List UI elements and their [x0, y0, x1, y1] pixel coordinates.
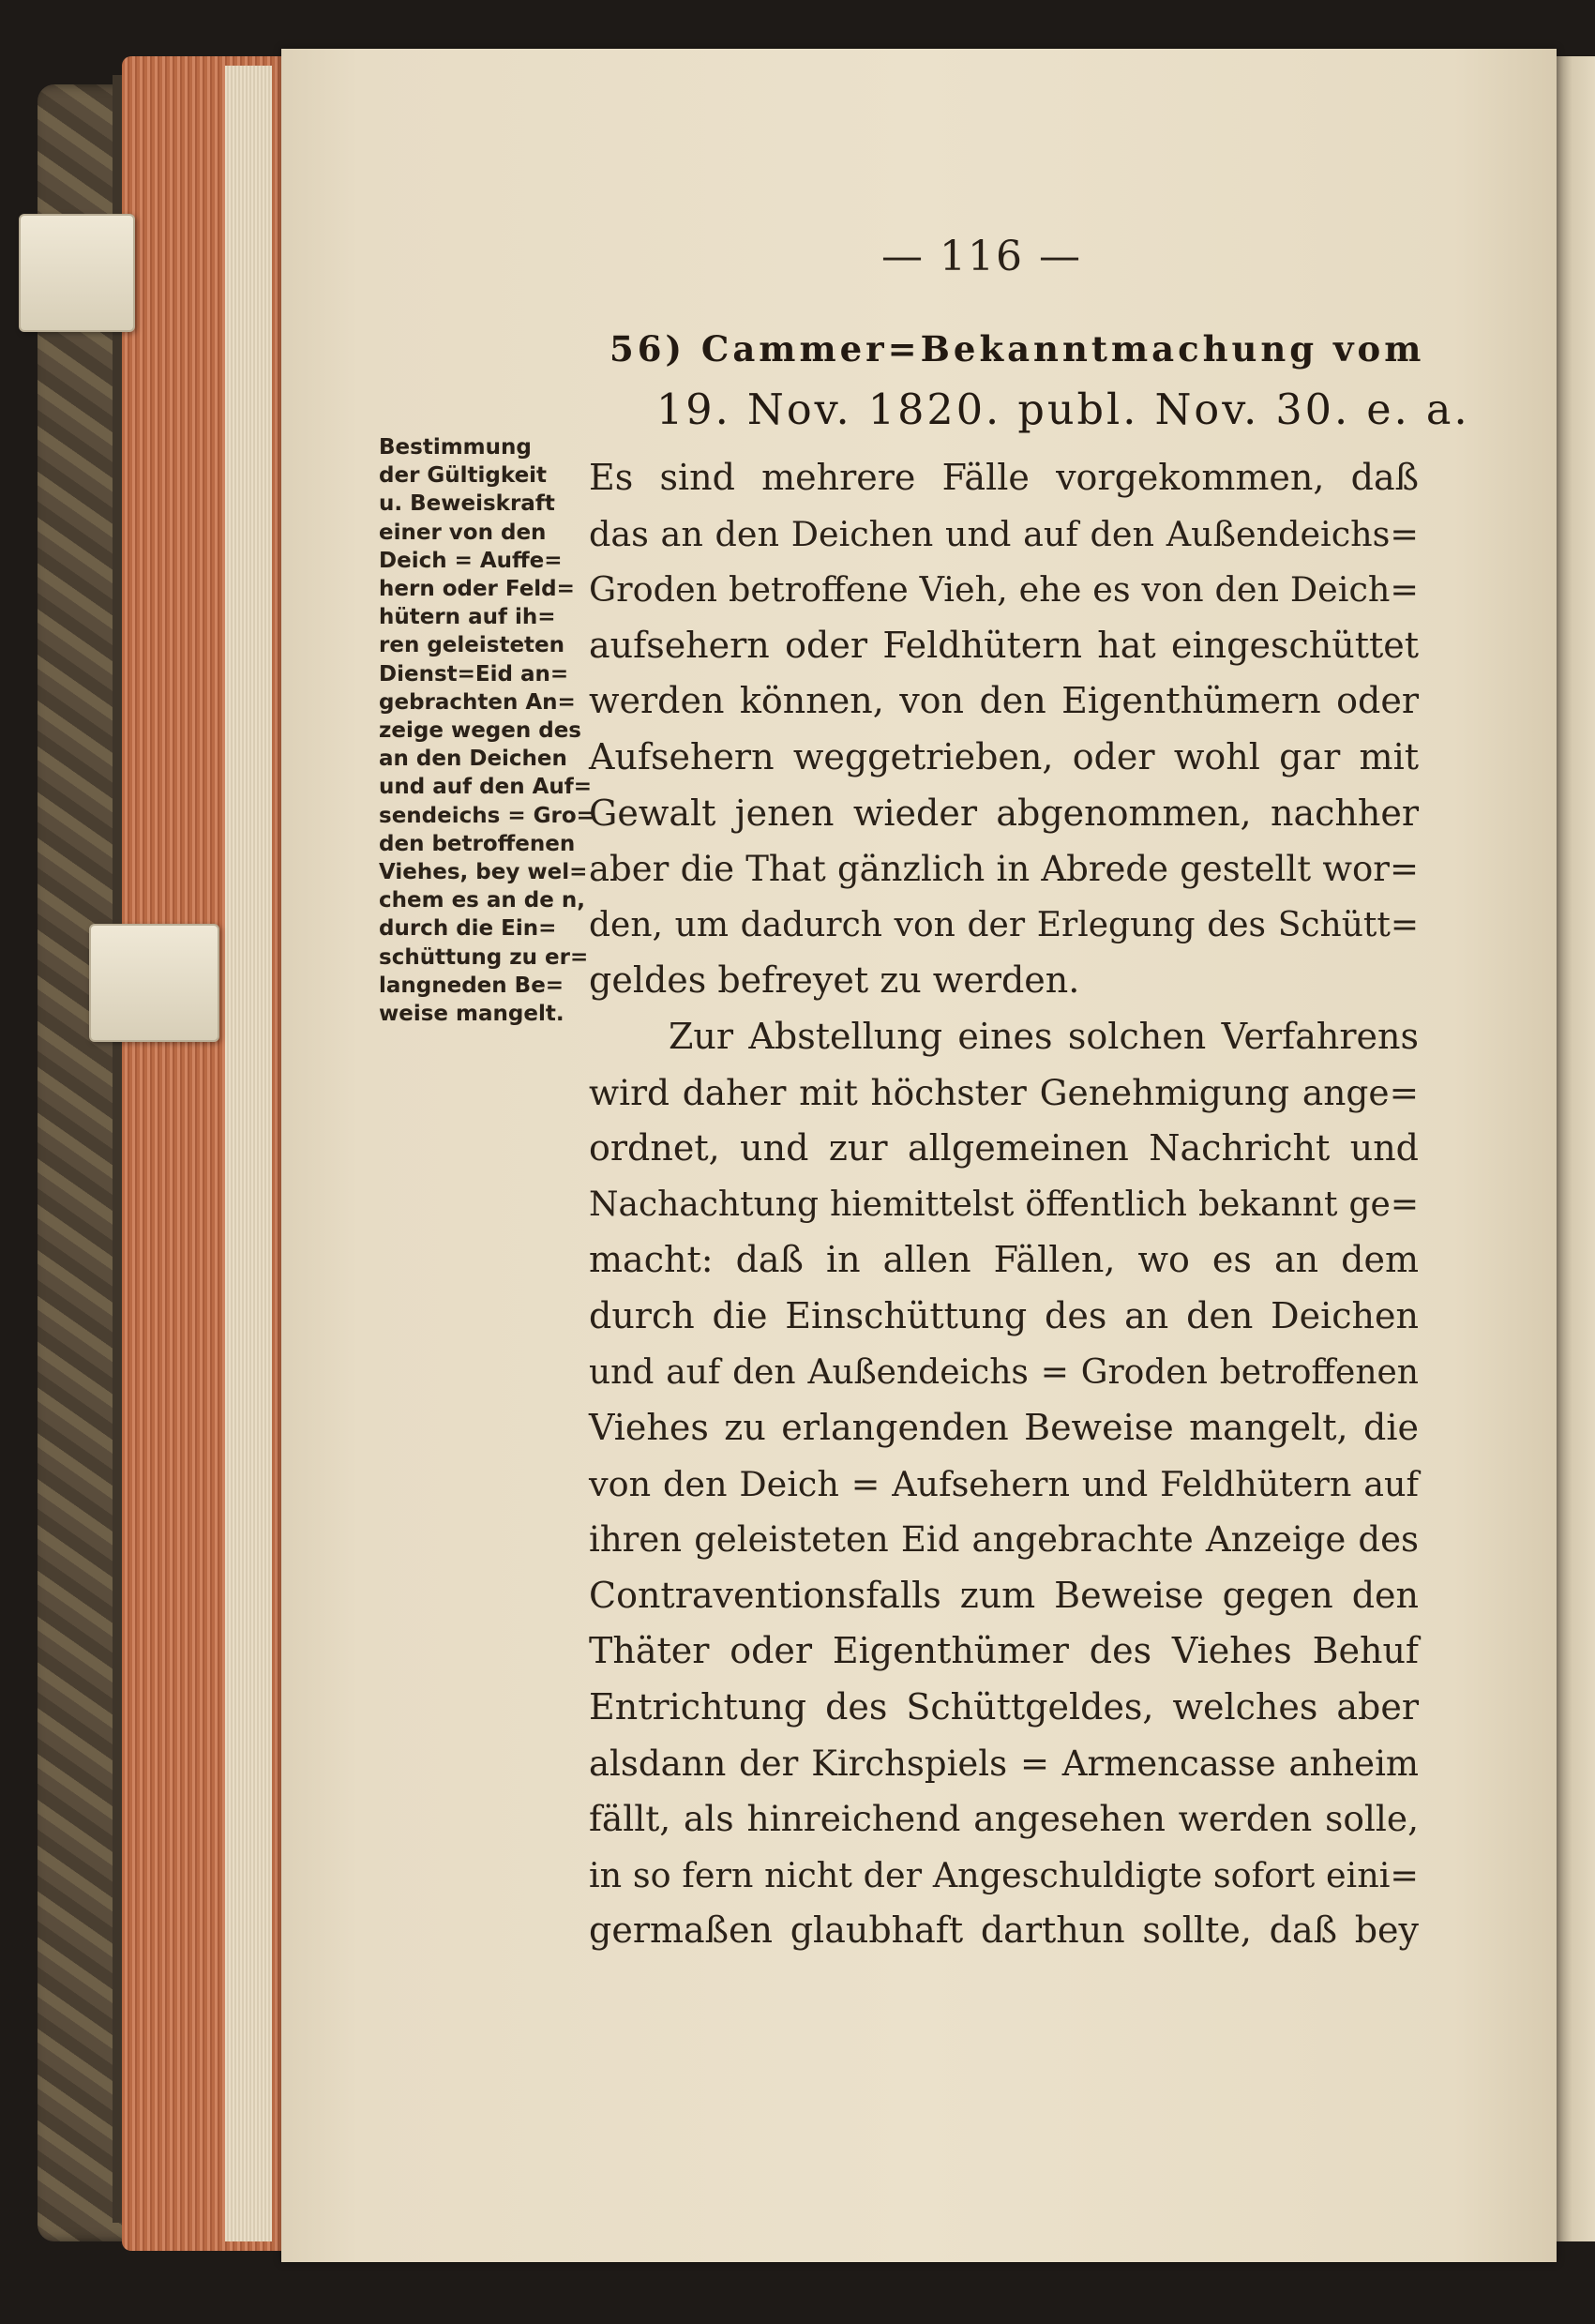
paper-tab: [19, 214, 135, 332]
margin-note-line: langneden Be=: [379, 973, 564, 998]
body-line: Zur Abstellung eines solchen Verfahrens: [669, 1015, 1419, 1057]
body-line: wird daher mit höchster Genehmigung ange=: [589, 1071, 1419, 1113]
body-line: Gewalt jenen wieder abgenommen, nachher: [589, 792, 1419, 834]
margin-note-line: sendeichs = Gro=: [379, 803, 594, 828]
margin-note: [379, 433, 599, 1028]
margin-note-line: Dienst=Eid an=: [379, 661, 569, 687]
margin-note-line: einer von den: [379, 520, 547, 545]
section-title: 56) Cammer=Bekanntmachung vom: [609, 328, 1425, 370]
body-line: Viehes zu erlangenden Beweise mangelt, die: [589, 1407, 1419, 1449]
body-line: Aufsehern weggetrieben, oder wohl gar mit: [589, 735, 1419, 777]
body-line: geldes befreyet zu werden.: [589, 959, 1080, 1002]
margin-note-line: durch die Ein=: [379, 916, 557, 942]
body-line: Groden betroffene Vieh, ehe es von den Deich=: [589, 569, 1419, 611]
body-line: ordnet, und zur allgemeinen Nachricht und: [589, 1127, 1419, 1170]
margin-note-line: gebrachten An=: [379, 689, 576, 715]
body-line: germaßen glaubhaft darthun sollte, daß bey: [589, 1909, 1419, 1952]
margin-note-line: an den Deichen: [379, 747, 567, 772]
body-line: den, um dadurch von der Erlegung des Schütt=: [589, 905, 1419, 944]
margin-note-line: der Gültigkeit: [379, 463, 548, 489]
margin-note-line: Deich = Auffe=: [379, 548, 563, 573]
margin-note-line: den betroffenen: [379, 831, 576, 856]
facing-page-edge: [1557, 56, 1595, 2241]
margin-note-line: schüttung zu er=: [379, 944, 589, 970]
body-text: [589, 450, 1419, 1959]
body-line: Nachachtung hiemittelst öffentlich bekannt ge=: [589, 1185, 1419, 1224]
body-line: fällt, als hinreichend angesehen werden solle,: [589, 1798, 1419, 1840]
margin-note-line: hütern auf ih=: [379, 605, 556, 630]
margin-note-line: u. Beweiskraft: [379, 491, 555, 517]
body-line: aber die That gänzlich in Abrede gestellt wor=: [589, 849, 1419, 890]
margin-note-line: chem es an de n,: [379, 888, 585, 913]
body-line: aufsehern oder Feldhütern hat eingeschüttet: [589, 624, 1419, 666]
body-line: in so fern nicht der Angeschuldigte sofort eini=: [589, 1854, 1419, 1895]
body-line: macht: daß in allen Fällen, wo es an dem: [589, 1239, 1419, 1281]
body-line: das an den Deichen und auf den Außendeichs=: [589, 513, 1419, 554]
body-line: alsdann der Kirchspiels = Armencasse anheim: [589, 1743, 1419, 1784]
body-line: durch die Einschüttung des an den Deichen: [589, 1294, 1419, 1336]
body-line: werden können, von den Eigenthümern oder: [589, 680, 1419, 722]
body-line: und auf den Außendeichs = Groden betroffenen: [589, 1352, 1419, 1392]
margin-note-line: Bestimmung: [379, 435, 532, 460]
section-date-line: 19. Nov. 1820. publ. Nov. 30. e. a.: [656, 386, 1470, 434]
margin-note-line: und auf den Auf=: [379, 775, 593, 800]
page-stack: [225, 66, 272, 2241]
margin-note-line: hern oder Feld=: [379, 577, 575, 602]
body-line: ihren geleisteten Eid angebrachte Anzeige des: [589, 1519, 1419, 1561]
body-line: Entrichtung des Schüttgeldes, welches aber: [589, 1686, 1419, 1728]
body-line: Thäter oder Eigenthümer des Viehes Behuf: [589, 1630, 1419, 1672]
margin-note-line: weise mangelt.: [379, 1002, 564, 1027]
margin-note-line: ren geleisteten: [379, 633, 565, 658]
body-line: von den Deich = Aufsehern und Feldhütern auf: [589, 1463, 1419, 1504]
page-number-header: — 116 —: [881, 233, 1082, 280]
body-line: Es sind mehrere Fälle vorgekommen, daß: [589, 457, 1419, 498]
margin-note-line: zeige wegen des: [379, 718, 581, 744]
paper-tab: [89, 924, 219, 1042]
margin-note-line: Viehes, bey wel=: [379, 860, 588, 885]
body-line: Contraventionsfalls zum Beweise gegen den: [589, 1574, 1419, 1616]
